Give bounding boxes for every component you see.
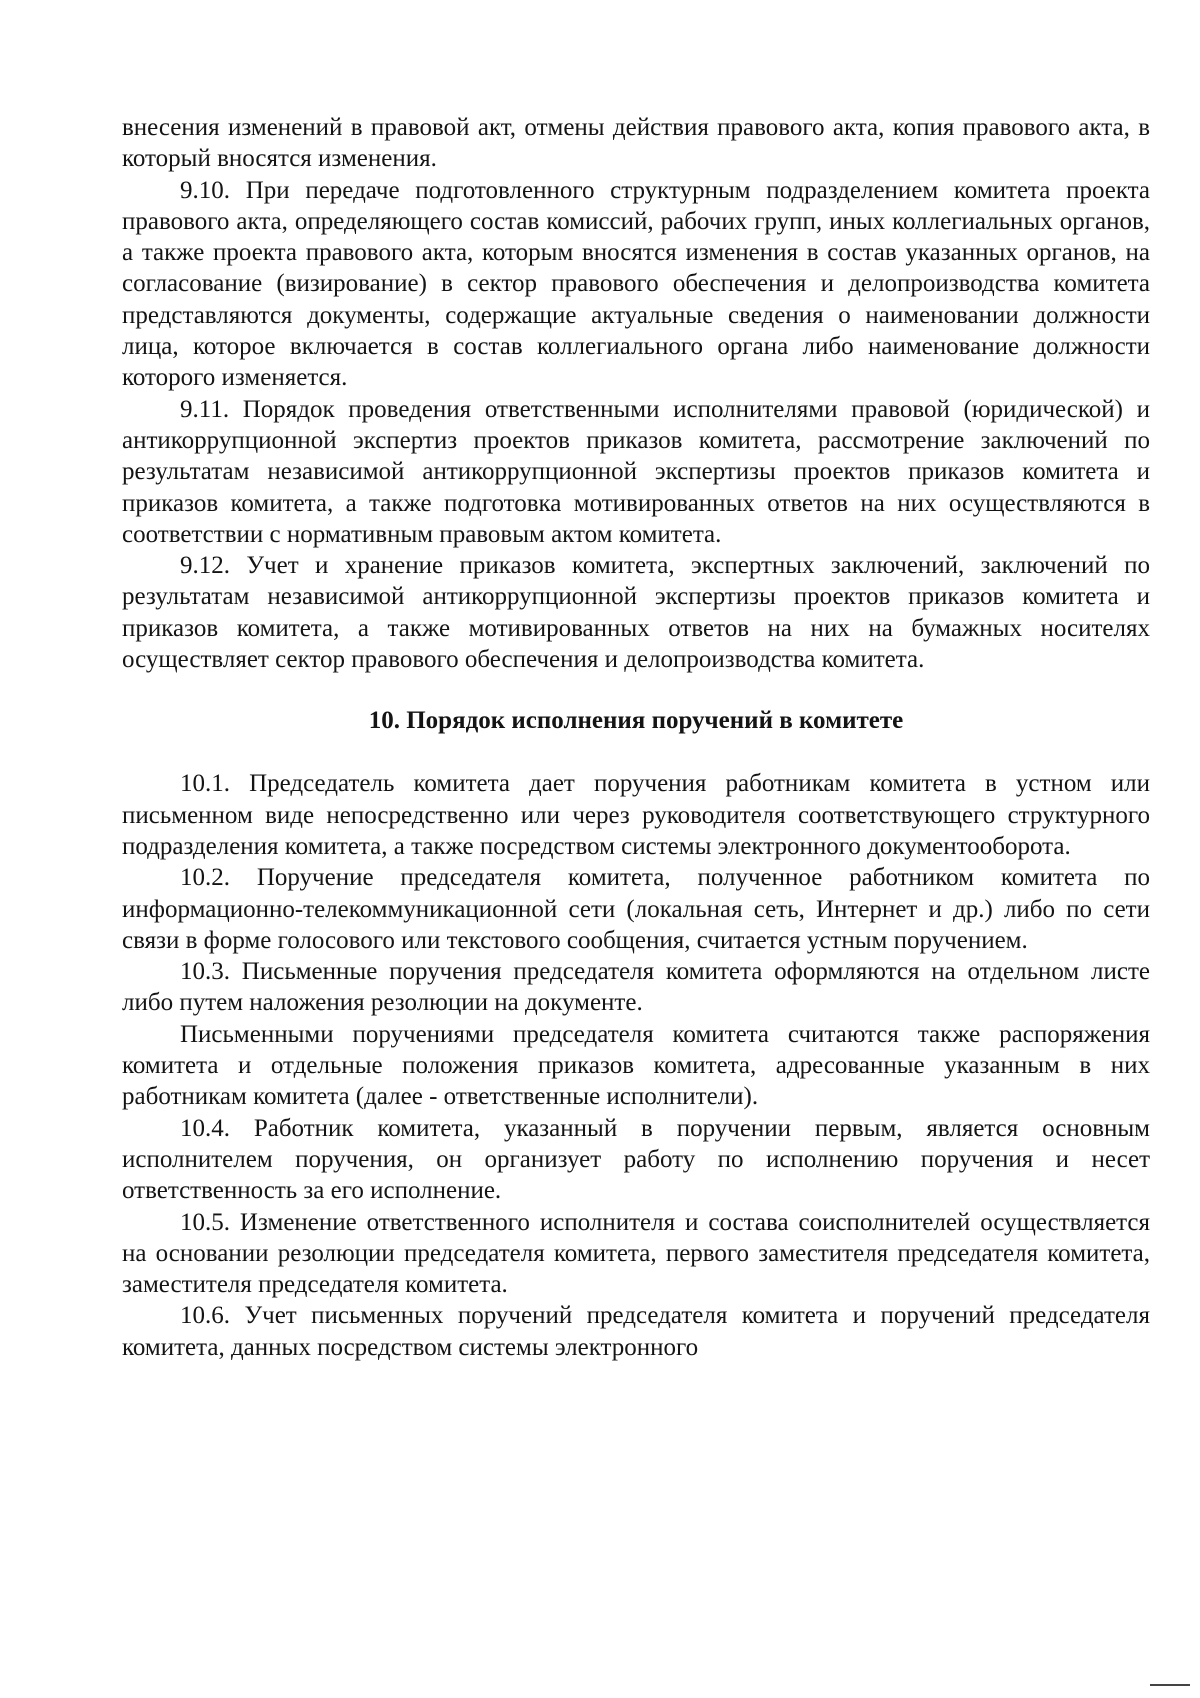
paragraph-9-11: 9.11. Порядок проведения ответственными исполнителями правовой (юридической) и антикоррупционной экспертиз проектов приказов комитета, рассмотрение заключений по результатам независимой антикоррупционной экспертизы проектов приказов комитета и приказов комитета, а также подготовка мотивированных ответов на них осуществляются в соответствии с нормативным правовым актом комитета.	[122, 395, 1150, 548]
paragraph-9-10: 9.10. При передаче подготовленного структурным подразделением комитета проекта правового акта, определяющего состав комиссий, рабочих групп, иных коллегиальных органов, а также проекта правового акта, которым вносятся изменения в состав указанных органов, на согласование (визирование) в сектор правового обеспечения и делопроизводства комитета представляются документы, содержащие актуальные сведения о наименовании должности лица, которое включается в состав коллегиального органа либо наименование должности которого изменяется.	[122, 176, 1150, 392]
paragraph-10-4: 10.4. Работник комитета, указанный в поручении первым, является основным исполнителем поручения, он организует работу по исполнению поручения и несет ответственность за его исполнение.	[122, 1114, 1150, 1205]
paragraph-10-5: 10.5. Изменение ответственного исполнителя и состава соисполнителей осуществляется на основании резолюции председателя комитета, первого заместителя председателя комитета, заместителя председателя комитета.	[122, 1208, 1150, 1299]
paragraph-10-3: 10.3. Письменные поручения председателя комитета оформляются на отдельном листе либо путем наложения резолюции на документе.	[122, 958, 1150, 1017]
paragraph-9-12: 9.12. Учет и хранение приказов комитета, экспертных заключений, заключений по результатам независимой антикоррупционной экспертизы проектов приказов комитета и приказов комитета, а также мотивированных ответов на них на бумажных носителях осуществляет сектор правового обеспечения и делопроизводства комитета.	[122, 552, 1150, 674]
paragraph-10-2: 10.2. Поручение председателя комитета, полученное работником комитета по информационно-телекоммуникационной сети (локальная сеть, Интернет и др.) либо по сети связи в форме голосового или текстового сообщения, считается устным поручением.	[122, 864, 1150, 954]
paragraph-continuation: внесения изменений в правовой акт, отмены действия правового акта, копия правового акта, в который вносятся изменения.	[122, 114, 1150, 173]
section-heading: 10. Порядок исполнения поручений в комитете	[368, 707, 904, 735]
scan-edge-mark	[1150, 1684, 1190, 1692]
paragraph-10-6: 10.6. Учет письменных поручений председателя комитета и поручений председателя комитета, данных посредством системы электронного	[122, 1302, 1150, 1361]
paragraph-10-3-cont: Письменными поручениями председателя комитета считаются также распоряжения комитета и отдельные положения приказов комитета, адресованные указанным в них работникам комитета (далее - ответственные исполнители).	[122, 1020, 1150, 1111]
paragraph-10-1: 10.1. Председатель комитета дает поручения работникам комитета в устном или письменном виде непосредственно или через руководителя соответствующего структурного подразделения комитета, а также посредством системы электронного документооборота.	[122, 770, 1150, 860]
document-body	[122, 112, 1150, 1363]
